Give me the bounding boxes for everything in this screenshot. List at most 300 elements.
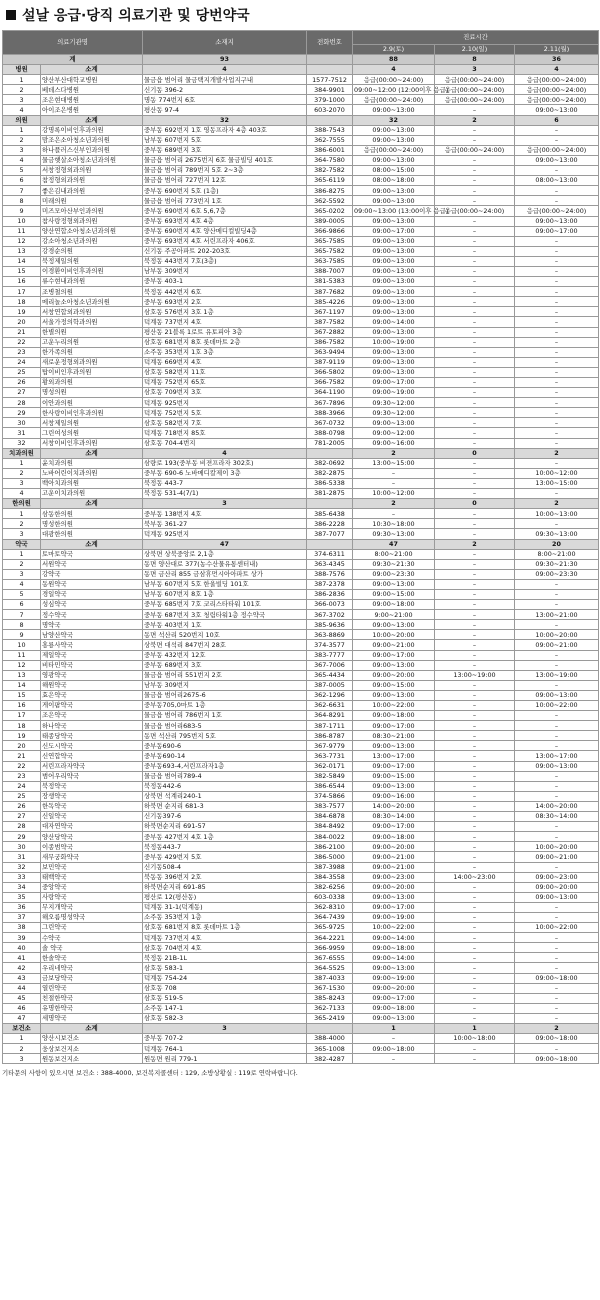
hours-day-1: 09:00~13:00 [353, 186, 435, 196]
facility-name: 참정형외과의원 [41, 176, 143, 186]
hours-day-1: 09:00~18:00 [353, 1044, 435, 1054]
facility-address: 신기동508-4 [143, 862, 307, 872]
row-number: 14 [3, 256, 41, 266]
facility-phone: 366-7582 [307, 378, 353, 388]
hours-day-3: – [515, 912, 599, 922]
row-number: 4 [3, 105, 41, 115]
facility-phone: 387-7582 [307, 317, 353, 327]
hours-day-2: – [435, 791, 515, 801]
hours-day-1: 09:00~13:00 [353, 266, 435, 276]
hours-day-2: – [435, 277, 515, 287]
facility-phone: 389-0005 [307, 216, 353, 226]
facility-phone: 386-5338 [307, 478, 353, 488]
row-number: 1 [3, 75, 41, 85]
facility-phone: 381-2875 [307, 489, 353, 499]
hours-day-2: – [435, 166, 515, 176]
facility-address: 물금읍 범어리 물금택지개발사업지구내 [143, 75, 307, 85]
facility-name: 맘조은소아청소년과의원 [41, 135, 143, 145]
hours-day-3: – [515, 620, 599, 630]
hours-day-1: 08:30~21:00 [353, 731, 435, 741]
hours-day-2: 응급(00:00~24:00) [435, 75, 515, 85]
hours-day-1: 09:00~13:00 [353, 307, 435, 317]
hours-day-3: 응급(00:00~24:00) [515, 95, 599, 105]
hours-day-1: 09:00~15:00 [353, 589, 435, 599]
facility-address: 물금읍 범어리 551번지 2호 [143, 670, 307, 680]
facility-phone: 386-6544 [307, 781, 353, 791]
facility-name: 토마토약국 [41, 549, 143, 559]
facility-phone: 364-5525 [307, 963, 353, 973]
hours-day-1: 응급(00:00~24:00) [353, 95, 435, 105]
row-number: 47 [3, 1013, 41, 1023]
section-blank [307, 499, 353, 509]
hours-day-1: 09:00~13:00 [353, 287, 435, 297]
facility-address: 평산동 21블록 1로트 유토피아 3층 [143, 327, 307, 337]
row-number: 25 [3, 367, 41, 377]
row-number: 9 [3, 630, 41, 640]
page-title-text: 설날 응급·당직 의료기관 및 당번약국 [22, 8, 250, 24]
hours-day-2: – [435, 660, 515, 670]
row-number: 28 [3, 398, 41, 408]
table-row [3, 549, 599, 559]
hours-day-3: 10:00~13:00 [515, 509, 599, 519]
hours-day-3: 09:00~13:00 [515, 105, 599, 115]
row-number: 42 [3, 963, 41, 973]
hours-day-2: – [435, 589, 515, 599]
row-number: 44 [3, 983, 41, 993]
facility-phone: 366-9959 [307, 943, 353, 953]
hours-day-2: – [435, 892, 515, 902]
facility-name: 우리네약국 [41, 963, 143, 973]
facility-name: 하나플러스신부인과의원 [41, 145, 143, 155]
facility-phone: 362-7133 [307, 1003, 353, 1013]
facility-phone: 381-5383 [307, 277, 353, 287]
facility-address: 덕계동 752번지 65호 [143, 378, 307, 388]
facility-phone: 365-0202 [307, 206, 353, 216]
facility-address: 덕계동 718번지 85호 [143, 428, 307, 438]
section-day-1: 1 [353, 1024, 435, 1034]
table-row [3, 771, 599, 781]
table-row [3, 176, 599, 186]
total-blank [307, 55, 353, 65]
facility-phone: 365-2419 [307, 1013, 353, 1023]
facility-phone: 365-7585 [307, 236, 353, 246]
hours-day-2: – [435, 953, 515, 963]
facility-name: 양산시보건소 [41, 1034, 143, 1044]
header-day-2: 2.10(일) [435, 45, 515, 55]
facility-phone: 384-6878 [307, 812, 353, 822]
hours-day-2: – [435, 357, 515, 367]
hours-day-3: 13:00~21:00 [515, 610, 599, 620]
facility-address: 중부동 685번지 7호 코리스타타워 101호 [143, 600, 307, 610]
table-row [3, 1003, 599, 1013]
hours-day-1: – [353, 1034, 435, 1044]
row-number: 3 [3, 1054, 41, 1064]
hours-day-1: 09:00~13:00 [353, 155, 435, 165]
facility-name: 서린프라자약국 [41, 761, 143, 771]
facility-name: 효은약국 [41, 690, 143, 700]
facility-phone: 386-8787 [307, 731, 353, 741]
facility-address: 동면 석산리 795번지 5호 [143, 731, 307, 741]
facility-phone: 379-1000 [307, 95, 353, 105]
square-bullet-icon [6, 10, 16, 20]
table-row [3, 398, 599, 408]
facility-address: 북정동 442번지 6호 [143, 287, 307, 297]
hours-day-1: 09:30~12:00 [353, 398, 435, 408]
hours-day-3: 09:00~23:30 [515, 569, 599, 579]
table-row [3, 418, 599, 428]
hours-day-1: 09:00~13:00 [353, 660, 435, 670]
facility-phone: 374-5866 [307, 791, 353, 801]
row-number: 21 [3, 751, 41, 761]
hours-day-3: – [515, 579, 599, 589]
hours-day-3: 09:30~21:30 [515, 559, 599, 569]
row-number: 3 [3, 569, 41, 579]
table-row [3, 761, 599, 771]
table-row [3, 236, 599, 246]
section-category: 치과의원 [3, 448, 41, 458]
section-category: 한의원 [3, 499, 41, 509]
hours-day-3: – [515, 832, 599, 842]
facility-name: 황외과의원 [41, 378, 143, 388]
facility-phone: 363-8869 [307, 630, 353, 640]
section-subtotal-row [3, 65, 599, 75]
hours-day-2: – [435, 943, 515, 953]
facility-name: 동원약국 [41, 579, 143, 589]
hours-day-3: 09:00~18:00 [515, 1054, 599, 1064]
hours-day-3: – [515, 741, 599, 751]
hours-day-1: 09:00~20:00 [353, 842, 435, 852]
facility-phone: 386-5000 [307, 852, 353, 862]
facility-phone: 387-3988 [307, 862, 353, 872]
row-number: 29 [3, 832, 41, 842]
facility-name: 메리놀소아청소년과의원 [41, 297, 143, 307]
section-day-2: 0 [435, 499, 515, 509]
hours-day-3: – [515, 1003, 599, 1013]
facility-address: 상북면 대석리 847번지 28호 [143, 640, 307, 650]
facility-phone: 362-5592 [307, 196, 353, 206]
facility-address: 삼호동 582번지 11호 [143, 367, 307, 377]
hours-day-1: 13:00~17:00 [353, 751, 435, 761]
hours-day-1: 09:00~13:00 [353, 236, 435, 246]
hours-day-2: – [435, 125, 515, 135]
facility-address: 삼호동 681번지 8호 롯데마트 2층 [143, 337, 307, 347]
row-number: 34 [3, 882, 41, 892]
hours-day-2: – [435, 489, 515, 499]
section-subtotal-label: 소계 [41, 539, 143, 549]
row-number: 21 [3, 327, 41, 337]
facility-address: 상북면 상북중앙로 2,1층 [143, 549, 307, 559]
hours-day-2: – [435, 468, 515, 478]
hours-day-2: – [435, 105, 515, 115]
facility-phone: 366-0073 [307, 600, 353, 610]
hours-day-3: 09:00~18:00 [515, 973, 599, 983]
facility-name: 노바어린이치과의원 [41, 468, 143, 478]
section-count: 32 [143, 115, 307, 125]
hours-day-2: – [435, 751, 515, 761]
facility-address: 신기동397-6 [143, 812, 307, 822]
facility-name: 한별의원 [41, 327, 143, 337]
facility-phone: 385-6438 [307, 509, 353, 519]
table-row [3, 438, 599, 448]
section-day-1: 47 [353, 539, 435, 549]
facility-name: 이안과의원 [41, 398, 143, 408]
table-row [3, 378, 599, 388]
hours-day-2: – [435, 741, 515, 751]
facility-name: 솔 약국 [41, 943, 143, 953]
facility-address: 중부동 690번지 6호 5,6,7층 [143, 206, 307, 216]
hours-day-2: – [435, 428, 515, 438]
hours-day-2: – [435, 458, 515, 468]
facility-name: 비타민약국 [41, 660, 143, 670]
header-time: 진료시간 [353, 31, 599, 45]
row-number: 1 [3, 458, 41, 468]
facility-name: 명약국 [41, 620, 143, 630]
section-category: 보건소 [3, 1024, 41, 1034]
table-row [3, 822, 599, 832]
row-number: 1 [3, 1034, 41, 1044]
facility-phone: 362-6631 [307, 701, 353, 711]
hours-day-1: 09:00~19:00 [353, 912, 435, 922]
row-number: 30 [3, 842, 41, 852]
facility-name: 새무궁화약국 [41, 852, 143, 862]
hours-day-2: – [435, 559, 515, 569]
section-subtotal-row [3, 539, 599, 549]
facility-phone: 386-2100 [307, 842, 353, 852]
hours-day-1: 09:00~17:00 [353, 650, 435, 660]
facility-address: 중부동 427번지 4호 1층 [143, 832, 307, 842]
facility-address: 덕계동 764-1 [143, 1044, 307, 1054]
facility-name: 서창정형외과의원 [41, 166, 143, 176]
facility-phone: 367-2882 [307, 327, 353, 337]
table-row [3, 75, 599, 85]
facility-address: 중부동690-14 [143, 751, 307, 761]
facility-name: 베데스다병원 [41, 85, 143, 95]
table-row [3, 85, 599, 95]
hours-day-3: – [515, 711, 599, 721]
hours-day-1: 09:00~16:00 [353, 438, 435, 448]
row-number: 32 [3, 438, 41, 448]
table-row [3, 489, 599, 499]
table-row [3, 862, 599, 872]
hours-day-3: 8:00~21:00 [515, 549, 599, 559]
table-row [3, 943, 599, 953]
facility-name: 대광한의원 [41, 529, 143, 539]
facility-phone: 367-0732 [307, 418, 353, 428]
facility-name: 신연합약국 [41, 751, 143, 761]
hours-day-3: 10:00~20:00 [515, 630, 599, 640]
hours-day-1: 09:00~13:00 [353, 105, 435, 115]
hours-day-3: – [515, 196, 599, 206]
facility-name: 서울가정의학과의원 [41, 317, 143, 327]
facility-name: 홍룡사약국 [41, 640, 143, 650]
table-row [3, 630, 599, 640]
facility-phone: 366-5802 [307, 367, 353, 377]
facility-name: 태종당약국 [41, 731, 143, 741]
hours-day-2: – [435, 509, 515, 519]
table-row [3, 933, 599, 943]
table-row [3, 246, 599, 256]
section-subtotal-row [3, 448, 599, 458]
hours-day-3: – [515, 650, 599, 660]
row-number: 40 [3, 943, 41, 953]
table-row [3, 701, 599, 711]
hours-day-2: – [435, 347, 515, 357]
facility-name: 조은약국 [41, 711, 143, 721]
facility-name: 영광약국 [41, 670, 143, 680]
facility-name: 고운누리의원 [41, 337, 143, 347]
facility-address: 남부동 309번지 [143, 680, 307, 690]
table-row [3, 155, 599, 165]
facility-name: 한사랑이비인후과의원 [41, 408, 143, 418]
hours-day-2: 응급(00:00~24:00) [435, 85, 515, 95]
hours-day-2: – [435, 398, 515, 408]
table-row [3, 650, 599, 660]
row-number: 1 [3, 509, 41, 519]
hours-day-2: – [435, 367, 515, 377]
section-subtotal-label: 소계 [41, 115, 143, 125]
hours-day-1: 09:00~21:00 [353, 862, 435, 872]
facility-phone: 385-4226 [307, 297, 353, 307]
hours-day-2: – [435, 832, 515, 842]
hours-day-1: 09:00~13:00 [353, 892, 435, 902]
hours-day-2: – [435, 983, 515, 993]
facility-phone: 387-7077 [307, 529, 353, 539]
facility-address: 물금읍 범어리 727번지 12호 [143, 176, 307, 186]
facility-name: 류수현내과의원 [41, 277, 143, 287]
facility-address: 삼량로 193(중부동 비젼프라자 302호) [143, 458, 307, 468]
facility-name: 서창이비인후과의원 [41, 438, 143, 448]
hours-day-2: – [435, 549, 515, 559]
hours-day-3: – [515, 337, 599, 347]
section-blank [307, 65, 353, 75]
facility-phone: 363-7585 [307, 256, 353, 266]
row-number: 23 [3, 347, 41, 357]
row-number: 2 [3, 85, 41, 95]
facility-phone: 367-9779 [307, 741, 353, 751]
facility-address: 북정동 443번지 7호(3층) [143, 256, 307, 266]
hours-day-2: – [435, 155, 515, 165]
hours-day-1: 09:00~14:00 [353, 317, 435, 327]
facility-address: 남부동 309번지 [143, 266, 307, 276]
facility-phone: 367-1530 [307, 983, 353, 993]
section-day-3: 2 [515, 448, 599, 458]
hours-day-3: – [515, 519, 599, 529]
facility-address: 동면 양산대로 377(농수산물유통센터내) [143, 559, 307, 569]
hours-day-3: 09:00~21:00 [515, 640, 599, 650]
hours-day-2: – [435, 610, 515, 620]
hours-day-2: – [435, 963, 515, 973]
row-number: 20 [3, 741, 41, 751]
row-number: 26 [3, 801, 41, 811]
facility-address: 하북면순지리 691-85 [143, 882, 307, 892]
table-row [3, 125, 599, 135]
hours-day-3: 09:00~18:00 [515, 1034, 599, 1044]
hours-day-1: 09:00~18:00 [353, 600, 435, 610]
hours-day-3: – [515, 862, 599, 872]
hours-day-2: – [435, 600, 515, 610]
facility-name: 범어우리약국 [41, 771, 143, 781]
hours-day-2: – [435, 317, 515, 327]
hours-day-3: – [515, 791, 599, 801]
hours-day-3: – [515, 721, 599, 731]
hours-day-3: 09:30~13:00 [515, 529, 599, 539]
facility-name: 윤치과의원 [41, 458, 143, 468]
facility-phone: 383-7777 [307, 650, 353, 660]
hours-day-1: – [353, 1054, 435, 1064]
row-number: 32 [3, 862, 41, 872]
row-number: 11 [3, 650, 41, 660]
facility-address: 삼호동 576번지 3호 1층 [143, 307, 307, 317]
table-row [3, 196, 599, 206]
hours-day-3: 09:00~13:00 [515, 761, 599, 771]
hours-day-2: – [435, 640, 515, 650]
facility-address: 중부동 692번지 1호 영동프라자 4층 403호 [143, 125, 307, 135]
row-number: 12 [3, 236, 41, 246]
table-row [3, 357, 599, 367]
hours-day-3: 10:00~12:00 [515, 468, 599, 478]
facility-name: 한독약국 [41, 801, 143, 811]
hours-day-3: 09:00~13:00 [515, 216, 599, 226]
hours-day-2: – [435, 842, 515, 852]
row-number: 23 [3, 771, 41, 781]
hours-day-3: 응급(00:00~24:00) [515, 75, 599, 85]
hours-day-2: – [435, 822, 515, 832]
table-row [3, 973, 599, 983]
row-number: 14 [3, 680, 41, 690]
hours-day-3: – [515, 307, 599, 317]
hours-day-3: 10:00~22:00 [515, 701, 599, 711]
section-category: 병원 [3, 65, 41, 75]
table-row [3, 95, 599, 105]
hours-day-1: 09:00~21:00 [353, 852, 435, 862]
section-day-3: 4 [515, 65, 599, 75]
facility-phone: 365-9725 [307, 923, 353, 933]
facility-phone: 367-7896 [307, 398, 353, 408]
hours-day-3: – [515, 660, 599, 670]
hours-day-2: – [435, 236, 515, 246]
row-number: 3 [3, 95, 41, 105]
facility-name: 하나약국 [41, 721, 143, 731]
hours-day-2: – [435, 246, 515, 256]
section-day-3: 2 [515, 499, 599, 509]
hours-day-2: – [435, 337, 515, 347]
hours-day-3: – [515, 438, 599, 448]
table-row [3, 610, 599, 620]
total-day-3: 36 [515, 55, 599, 65]
facility-phone: 364-7580 [307, 155, 353, 165]
hours-day-1: 09:00~13:00 [353, 246, 435, 256]
facility-address: 하북면 순지리 681-3 [143, 801, 307, 811]
section-subtotal-label: 소계 [41, 65, 143, 75]
facility-address: 중부동 689번지 3호 [143, 660, 307, 670]
row-number: 4 [3, 489, 41, 499]
facility-address: 중부동690-6 [143, 741, 307, 751]
hours-day-1: 09:00~17:00 [353, 378, 435, 388]
hours-day-1: 09:00~18:00 [353, 832, 435, 842]
facility-name: 물금햇살소아청소년과의원 [41, 155, 143, 165]
facility-phone: 367-7006 [307, 660, 353, 670]
facility-name: 명성의원 [41, 388, 143, 398]
hours-day-3: 13:00~17:00 [515, 751, 599, 761]
hours-day-1: 09:00~12:00 (12:00이후 응급) [354, 85, 449, 94]
facility-phone: 386-6001 [307, 145, 353, 155]
section-day-2: 3 [435, 65, 515, 75]
hours-day-1: 09:00~21:00 [353, 640, 435, 650]
facility-address: 동면 석산리 520번지 10호 [143, 630, 307, 640]
facility-address: 삼호동 519-5 [143, 993, 307, 1003]
total-label: 계 [3, 55, 143, 65]
facility-name: 서원약국 [41, 559, 143, 569]
